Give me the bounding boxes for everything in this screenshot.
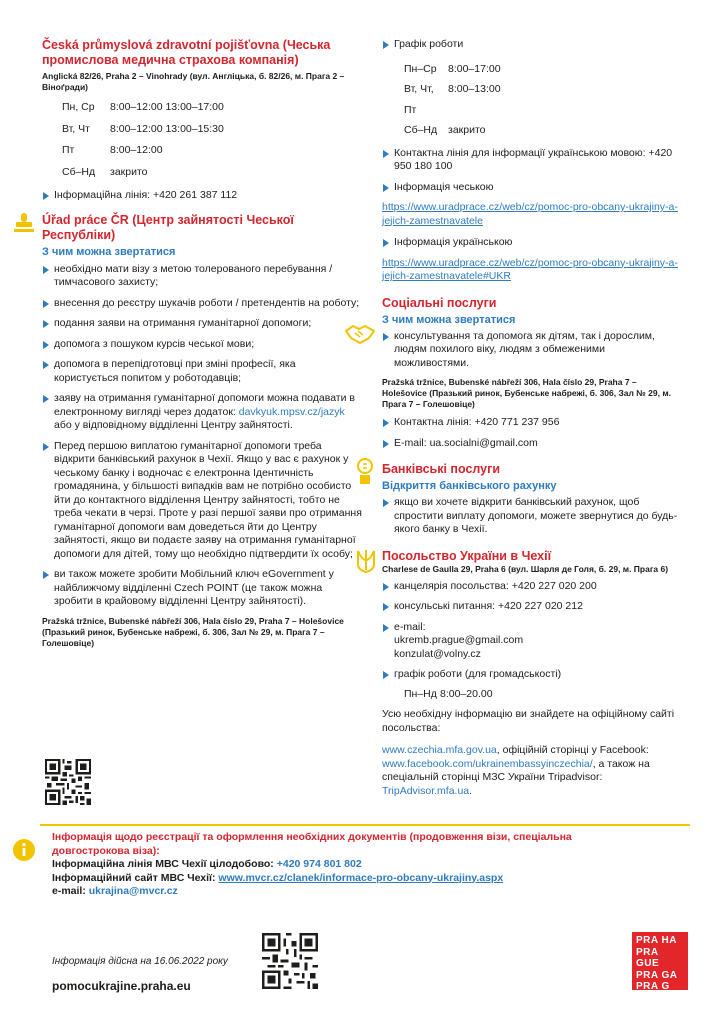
list-item: канцелярія посольства: +420 227 020 200 bbox=[382, 580, 682, 594]
schedule-time: 8:00–13:00 bbox=[448, 83, 501, 95]
handshake-icon bbox=[345, 323, 375, 350]
embassy-title: Посольство України в Чехії bbox=[382, 548, 552, 563]
qr-code-icon bbox=[262, 933, 318, 989]
vzp-address: Anglická 82/26, Praha 2 – Vinohrady (вул. Англіцька, б. 82/26, м. Прага 2 – Віноґради) bbox=[42, 71, 345, 92]
schedule-time: закрито bbox=[448, 124, 486, 136]
info-czech-label: Інформація чеською bbox=[382, 181, 682, 195]
social-subtitle: З чим можна звертатися bbox=[382, 313, 516, 326]
footer-line-2: Інформаційний сайт МВС Чехії: www.mvcr.cz/clanek/informace-pro-obcany-ukrajiny.aspx bbox=[52, 871, 504, 884]
list-item: графік роботи (для громадськості) bbox=[382, 668, 682, 682]
social-phone: Контактна лінія: +420 771 237 956 bbox=[382, 416, 682, 430]
list-item: ви також можете зробити Мобільний ключ eGovernment у найближчому відділенні Czech POINT (це також можна зробити в крайовому відділенні Центру зайнятості). bbox=[42, 568, 362, 609]
vzp-schedule bbox=[62, 97, 362, 183]
link-czech[interactable]: https://www.uradprace.cz/web/cz/pomoc-pro-obcany-ukrajiny-a-jejich-zamestnavatele bbox=[382, 201, 678, 227]
schedule-time: 8:00–12:00 bbox=[110, 144, 163, 156]
list-item: якщо ви хочете відкрити банківський рахунок, щоб спростити виплату допомоги, можете звернутися до будь-якого банку в Чехії. bbox=[382, 496, 682, 537]
list-item: консульські питання: +420 227 020 212 bbox=[382, 600, 682, 614]
mvcr-email-link[interactable]: ukrajina@mvcr.cz bbox=[88, 885, 178, 897]
embassy-site-link[interactable]: www.czechia.mfa.gov.ua bbox=[382, 744, 497, 756]
schedule-day: Сб–Нд bbox=[62, 165, 96, 178]
mvcr-phone: +420 974 801 802 bbox=[276, 858, 362, 870]
coin-icon bbox=[354, 457, 376, 492]
footer-line-1: Інформаційна лінія МВС Чехії цілодобово: +420 974 801 802 bbox=[52, 858, 362, 870]
info-ukrainian-label: Інформація українською bbox=[382, 236, 682, 250]
list-item: подання заяви на отримання гуманітарної допомоги; bbox=[42, 317, 362, 331]
schedule-day: Вт, Чт bbox=[62, 122, 90, 135]
left-column bbox=[42, 38, 362, 649]
schedule-time: 8:00–12:00 13:00–15:30 bbox=[110, 122, 224, 135]
validity-note: Інформація дійсна на 16.06.2022 року bbox=[52, 956, 228, 967]
qr-code-icon bbox=[45, 759, 91, 805]
labour-office-schedule bbox=[404, 59, 682, 141]
link-ukrainian[interactable]: https://www.uradprace.cz/web/cz/pomoc-pro-obcany-ukrajiny-a-jejich-zamestnavatele#UKR bbox=[382, 256, 678, 282]
schedule-time: 8:00–12:00 13:00–17:00 bbox=[110, 101, 224, 113]
labour-office-address: Pražská tržnice, Bubenské nábřeží 306, Hala číslo 29, Praha 7 – Holešovice (Празький ринок, Бубенське набрежі, б. 306, Зал № 29, м. Прага 7 – Голешовіце) bbox=[42, 615, 344, 648]
social-address: Pražská tržnice, Bubenské nábřeží 306, Hala číslo 29, Praha 7 – Holešovice (Празький ринок, Бубенське набрежі, б. 306, Зал № 29, м. Прага 7 – Голешовіце) bbox=[382, 377, 671, 409]
davkyuk-link[interactable]: davkyuk.mpsv.cz/jazyk bbox=[238, 405, 345, 418]
facebook-link[interactable]: www.facebook.com/ukrainembassyinczechia/ bbox=[382, 757, 593, 770]
list-item: допомога з пошуком курсів чеської мови; bbox=[42, 338, 362, 352]
schedule-time: 8:00–20.00 bbox=[440, 687, 493, 700]
schedule-day: Пн–Нд bbox=[404, 687, 437, 700]
schedule-day: Пн, Ср bbox=[62, 101, 95, 113]
mvcr-link[interactable]: www.mvcr.cz/clanek/informace-pro-obcany-ukrajiny.aspx bbox=[218, 871, 504, 884]
schedule-label: Графік роботи bbox=[382, 38, 682, 52]
labour-office-subtitle: З чим можна звертатися bbox=[42, 245, 176, 258]
social-email: E-mail: ua.socialni@gmail.com bbox=[382, 437, 682, 451]
tripadvisor-link[interactable]: TripAdvisor.mfa.ua bbox=[382, 784, 470, 797]
info-icon bbox=[12, 838, 36, 867]
social-title: Соціальні послуги bbox=[382, 295, 497, 310]
vzp-info-line: Інформаційна лінія: +420 261 387 112 bbox=[42, 189, 362, 203]
footer-line-3: e-mail: ukrajina@mvcr.cz bbox=[52, 885, 178, 897]
embassy-paragraph: Усю необхідну інформацію ви знайдете на офіційному сайті посольства: bbox=[382, 708, 675, 734]
embassy-links-paragraph: www.czechia.mfa.gov.ua, офіційній сторінці у Facebook: www.facebook.com/ukrainembassyinczechia/, а також на спеціальній сторінці МЗС України Tripadvisor: TripAdvisor.mfa.ua. bbox=[382, 744, 650, 797]
bank-title: Банківські послуги bbox=[382, 462, 501, 476]
schedule-day: Вт, Чт, Пт bbox=[404, 83, 434, 116]
labour-office-title: Úřad práce ČR (Центр зайнятості Чеської Республіки) bbox=[42, 212, 294, 242]
footer-info bbox=[52, 831, 612, 899]
list-item: заяву на отримання гуманітарної допомоги можна подавати в електронному вигляді через додаток: davkyuk.mpsv.cz/jazyk або у відповідному відділенні Центру зайнятості. bbox=[42, 392, 362, 433]
embassy-email-1: ukremb.prague@gmail.com bbox=[394, 634, 524, 646]
right-column bbox=[382, 38, 682, 798]
vzp-title: Česká průmyslová zdravotní pojišťovna (Чеська промислова медична страхова компанія) bbox=[42, 38, 331, 67]
site-url[interactable]: pomocukrajine.praha.eu bbox=[52, 979, 191, 993]
list-item: e-mail: bbox=[382, 621, 682, 635]
list-item: консультування та допомога як дітям, так і дорослим, людям похилого віку, людям з обмеженими можливостями. bbox=[382, 330, 682, 371]
schedule-day: Сб–Нд bbox=[404, 124, 438, 136]
footer-title: Інформація щодо реєстрації та оформлення необхідних документів (продовження візи, спеціальна довгострокова віза): bbox=[52, 831, 572, 857]
praha-logo: PRA HA PRA GUE PRA GA PRA G bbox=[632, 932, 688, 990]
schedule-time: 8:00–17:00 bbox=[448, 62, 501, 75]
stamp-icon bbox=[12, 211, 36, 240]
embassy-hours bbox=[404, 684, 682, 705]
schedule-time: закрито bbox=[110, 165, 148, 178]
list-item: необхідно мати візу з метою толерованого перебування / тимчасового захисту; bbox=[42, 263, 362, 290]
trident-icon bbox=[356, 548, 376, 579]
list-item: допомога в перепідготовці при зміні професії, яка користується попитом у роботодавців; bbox=[42, 358, 362, 385]
embassy-email-2: konzulat@volny.cz bbox=[394, 647, 481, 660]
schedule-day: Пн–Ср bbox=[404, 62, 437, 75]
footer-divider bbox=[40, 824, 690, 826]
schedule-day: Пт bbox=[62, 144, 75, 156]
embassy-address: Charlese de Gaulla 29, Praha 6 (вул. Шарля де Голя, б. 29, м. Прага 6) bbox=[382, 563, 669, 574]
list-item: внесення до реєстру шукачів роботи / претендентів на роботу; bbox=[42, 297, 362, 311]
ukrainian-line: Контактна лінія для інформації українською мовою: +420 950 180 100 bbox=[382, 147, 682, 174]
bank-subtitle: Відкриття банківського рахунку bbox=[382, 480, 557, 492]
list-item: Перед першою виплатою гуманітарної допомоги треба відкрити банківський рахунок в Чехії. Якщо у вас є рахунок у чеському банку і водночас є електронна Ідентичність громадянина, у більшості випадків вам не потрібно особисто йти до контактного відділення Центру зайнятості, тобто не треба чекати в черзі. Проте у разі першої заяви про отримання гуманітарної допомоги вам доведеться йти до Центру зайнятості, якщо ви подаєте заяву на отримання гуманітарної допомоги для дітей, тому що необхідно підтвердити їх особу; bbox=[42, 440, 362, 562]
